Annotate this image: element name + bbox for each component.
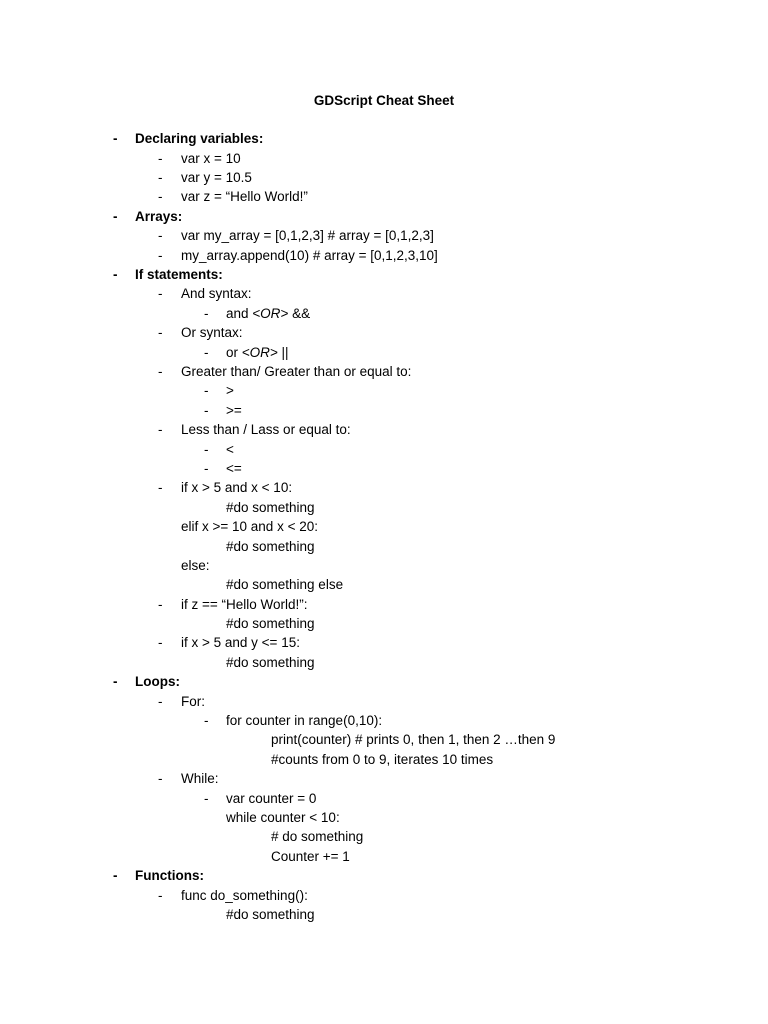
code-text: if x > 5 and x < 10:	[181, 480, 293, 496]
code-line	[0, 730, 768, 749]
section-heading: Functions:	[135, 868, 204, 884]
bullet-dash: -	[158, 887, 163, 903]
operator-text: <	[226, 441, 234, 457]
code-comment: #counts from 0 to 9, iterates 10 times	[271, 751, 494, 767]
list-item	[0, 789, 768, 808]
or-syntax-label: Or syntax:	[181, 325, 243, 341]
bullet-dash: -	[204, 790, 209, 806]
code-line	[0, 653, 768, 672]
list-item	[0, 459, 768, 478]
code-line	[0, 905, 768, 924]
code-line	[0, 847, 768, 866]
code-line	[0, 517, 768, 536]
operator-text: ||	[277, 344, 289, 360]
less-than-label: Less than / Lass or equal to:	[181, 422, 351, 438]
bullet-dash: -	[158, 771, 163, 787]
list-item	[0, 478, 768, 497]
list-item	[0, 420, 768, 439]
list-item	[0, 711, 768, 730]
code-line	[0, 614, 768, 633]
bullet-dash: -	[204, 383, 209, 399]
for-loop-label: For:	[181, 693, 206, 709]
code-line	[0, 808, 768, 827]
code-comment: #do something	[226, 616, 315, 632]
section-heading: If statements:	[135, 267, 223, 283]
bullet-dash: -	[158, 286, 163, 302]
or-syntax-example	[226, 343, 289, 362]
or-placeholder-text: <OR>	[252, 305, 289, 321]
keyword-text: and	[226, 305, 253, 321]
bullet-dash: -	[204, 344, 209, 360]
document-title: GDScript Cheat Sheet	[313, 93, 455, 108]
code-text: var y = 10.5	[181, 170, 252, 186]
bullet-dash: -	[158, 247, 163, 263]
code-line	[0, 575, 768, 594]
code-comment: #do something else	[226, 577, 344, 593]
bullet-dash: -	[158, 422, 163, 438]
while-loop-label: While:	[181, 771, 219, 787]
list-item	[0, 440, 768, 459]
operator-text: &&	[288, 305, 311, 321]
code-text: while counter < 10:	[226, 809, 340, 825]
code-comment: #do something	[226, 654, 315, 670]
section-if-statements	[0, 265, 768, 284]
code-line	[0, 537, 768, 556]
code-text: print(counter) # prints 0, then 1, then 2 …then 9	[271, 732, 556, 748]
list-item	[0, 692, 768, 711]
list-item	[0, 343, 768, 362]
code-text: func do_something():	[181, 887, 308, 903]
bullet-dash: -	[158, 150, 163, 166]
keyword-text: or	[226, 344, 242, 360]
bullet-dash: -	[113, 674, 118, 690]
code-text: var my_array = [0,1,2,3] # array = [0,1,2,3]	[181, 228, 434, 244]
code-text: for counter in range(0,10):	[226, 713, 383, 729]
code-comment: # do something	[271, 829, 364, 845]
list-item	[0, 886, 768, 905]
operator-text: >=	[226, 402, 242, 418]
list-item	[0, 633, 768, 652]
bullet-dash: -	[158, 325, 163, 341]
cheat-sheet-list	[0, 129, 768, 924]
list-item	[0, 401, 768, 420]
code-text: else:	[181, 557, 210, 573]
code-comment: #do something	[226, 906, 315, 922]
list-item	[0, 284, 768, 303]
list-item	[0, 595, 768, 614]
bullet-dash: -	[158, 228, 163, 244]
list-item	[0, 381, 768, 400]
list-item	[0, 323, 768, 342]
code-text: if x > 5 and y <= 15:	[181, 635, 300, 651]
code-text: var x = 10	[181, 150, 241, 166]
list-item	[0, 168, 768, 187]
list-item	[0, 187, 768, 206]
section-loops	[0, 672, 768, 691]
section-heading: Declaring variables:	[135, 131, 264, 147]
code-line	[0, 556, 768, 575]
bullet-dash: -	[204, 305, 209, 321]
code-line	[0, 498, 768, 517]
bullet-dash: -	[158, 189, 163, 205]
bullet-dash: -	[158, 363, 163, 379]
code-text: my_array.append(10) # array = [0,1,2,3,10]	[181, 247, 438, 263]
list-item	[0, 304, 768, 323]
or-placeholder-text: <OR>	[241, 344, 278, 360]
operator-text: <=	[226, 460, 242, 476]
bullet-dash: -	[204, 460, 209, 476]
bullet-dash: -	[158, 596, 163, 612]
bullet-dash: -	[113, 131, 118, 147]
bullet-dash: -	[113, 267, 118, 283]
operator-text: >	[226, 383, 234, 399]
bullet-dash: -	[158, 635, 163, 651]
section-functions	[0, 866, 768, 885]
section-heading: Arrays:	[135, 208, 183, 224]
and-syntax-label: And syntax:	[181, 286, 252, 302]
list-item	[0, 226, 768, 245]
greater-than-label: Greater than/ Greater than or equal to:	[181, 363, 412, 379]
bullet-dash: -	[204, 713, 209, 729]
code-text: Counter += 1	[271, 848, 350, 864]
section-heading: Loops:	[135, 674, 180, 690]
bullet-dash: -	[158, 693, 163, 709]
bullet-dash: -	[204, 441, 209, 457]
code-comment: #do something	[226, 538, 315, 554]
section-declaring-variables	[0, 129, 768, 148]
bullet-dash: -	[113, 208, 118, 224]
code-comment: #do something	[226, 499, 315, 515]
code-text: var counter = 0	[226, 790, 317, 806]
list-item	[0, 246, 768, 265]
and-syntax-example	[226, 304, 310, 323]
bullet-dash: -	[158, 170, 163, 186]
code-text: var z = “Hello World!”	[181, 189, 308, 205]
code-text: elif x >= 10 and x < 20:	[181, 519, 318, 535]
code-text: if z == “Hello World!”:	[181, 596, 308, 612]
code-line	[0, 827, 768, 846]
bullet-dash: -	[158, 480, 163, 496]
bullet-dash: -	[113, 868, 118, 884]
code-line	[0, 750, 768, 769]
list-item	[0, 362, 768, 381]
list-item	[0, 769, 768, 788]
section-arrays	[0, 207, 768, 226]
list-item	[0, 149, 768, 168]
bullet-dash: -	[204, 402, 209, 418]
